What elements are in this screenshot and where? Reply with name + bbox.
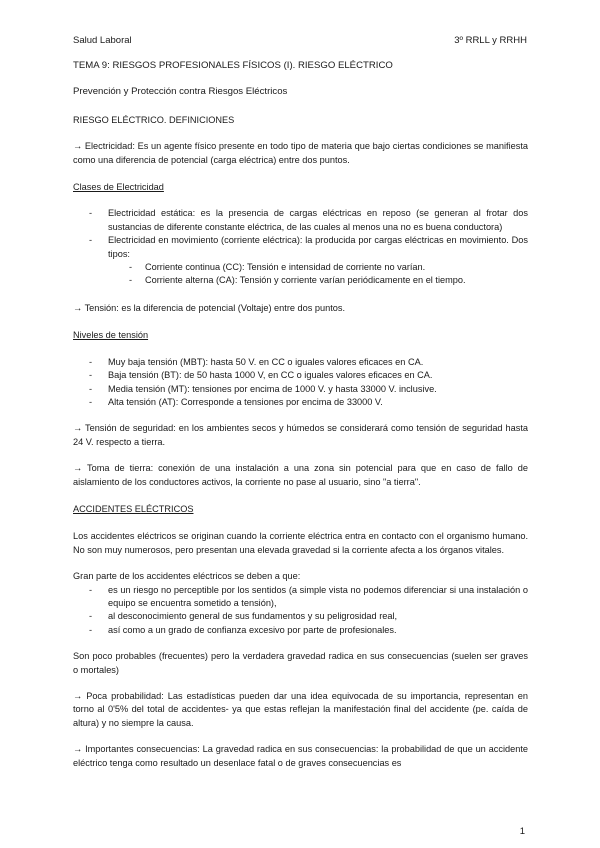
- paragraph-poca-probabilidad: → Poca probabilidad: Las estadísticas pueden dar una idea equivocada de su importancia, representan en torno al 0'5% del total de accidentes- ya que estas reflejan la manifestación final del accidente (pe. caída de altura) y no siempre la causa.: [73, 691, 528, 728]
- list-item: - Media tensión (MT): tensiones por encima de 1000 V. y hasta 33000 V. inclusive.: [108, 383, 528, 396]
- list-item: - así como a un grado de confianza excesivo por parte de profesionales.: [108, 624, 528, 637]
- list-item: - Alta tensión (AT): Corresponde a tensiones por encima de 33000 V.: [108, 396, 528, 409]
- sublist-item: - Corriente alterna (CA): Tensión y corriente varían periódicamente en el tiempo.: [145, 274, 528, 287]
- paragraph-importantes-consecuencias: → Importantes consecuencias: La gravedad radica en sus consecuencias: la probabilidad de que un accidente eléctrico tenga como resultado un desenlace fatal o de graves consecuencias es: [73, 744, 528, 768]
- paragraph-poco-probables: Son poco probables (frecuentes) pero la verdadera gravedad radica en sus consecuencias (suelen ser graves o mortales): [73, 651, 528, 675]
- definition-tension: → Tensión: es la diferencia de potencial (Voltaje) entre dos puntos.: [73, 302, 346, 313]
- header-left: Salud Laboral: [73, 35, 132, 46]
- list-item: - es un riesgo no perceptible por los sentidos (a simple vista no podemos diferenciar si una instalación o equipo se encuentra sometido a tensión),: [108, 584, 528, 611]
- sublist-item: - Corriente continua (CC): Tensión e intensidad de corriente no varían.: [145, 261, 528, 274]
- header-right: 3º RRLL y RRHH: [454, 35, 527, 46]
- subheading-clases: Clases de Electricidad: [73, 182, 164, 193]
- section-heading-definiciones: RIESGO ELÉCTRICO. DEFINICIONES: [73, 114, 235, 125]
- chapter-title: TEMA 9: RIESGOS PROFESIONALES FÍSICOS (I). RIESGO ELÉCTRICO: [73, 60, 393, 71]
- list-item-text: Electricidad en movimiento (corriente eléctrica): la producida por cargas eléctricas en movimiento. Dos tipos:: [108, 235, 528, 259]
- list-causes: [73, 584, 528, 638]
- list-item: - Baja tensión (BT): de 50 hasta 1000 V, en CC o iguales valores eficaces en CA.: [108, 369, 528, 382]
- list-item: - Muy baja tensión (MBT): hasta 50 V. en CC o iguales valores eficaces en CA.: [108, 356, 528, 369]
- chapter-subtitle: Prevención y Protección contra Riesgos Eléctricos: [73, 86, 288, 98]
- paragraph-causes-lead: Gran parte de los accidentes eléctricos se deben a que:: [73, 571, 301, 582]
- document-body: [73, 59, 528, 770]
- list-clases: [73, 207, 528, 287]
- subheading-niveles: Niveles de tensión: [73, 330, 149, 341]
- list-item: - Electricidad estática: es la presencia de cargas eléctricas en reposo (se generan al frotar dos sustancias de diferente constante eléctrica, de las cuales al menos una no es buena conductora): [108, 207, 528, 234]
- paragraph-accidentes-intro: Los accidentes eléctricos se originan cuando la corriente eléctrica entra en contacto con el organismo humano. No son muy numerosos, pero presentan una elevada gravedad si la corriente afecta a los órganos vitales.: [73, 531, 528, 555]
- list-item: [108, 234, 528, 288]
- list-item: - al desconocimiento general de sus fundamentos y su peligrosidad real,: [108, 610, 528, 623]
- definition-tension-seguridad: → Tensión de seguridad: en los ambientes secos y húmedos se considerará como tensión de seguridad hasta 24 V. respecto a tierra.: [73, 423, 528, 447]
- list-niveles: [73, 356, 528, 410]
- definition-electricidad: → Electricidad: Es un agente físico presente en todo tipo de materia que bajo ciertas condiciones se manifiesta como una diferencia de potencial (carga eléctrica) entre dos puntos.: [73, 141, 528, 165]
- sublist-corriente: [108, 261, 528, 288]
- page-number: 1: [519, 826, 525, 837]
- definition-toma-tierra: → Toma de tierra: conexión de una instalación a una zona sin potencial para que en caso de fallo de aislamiento de los conductores activos, la corriente no pase al usuario, sino "a tierra".: [73, 463, 528, 487]
- section-heading-accidentes: ACCIDENTES ELÉCTRICOS: [73, 503, 194, 514]
